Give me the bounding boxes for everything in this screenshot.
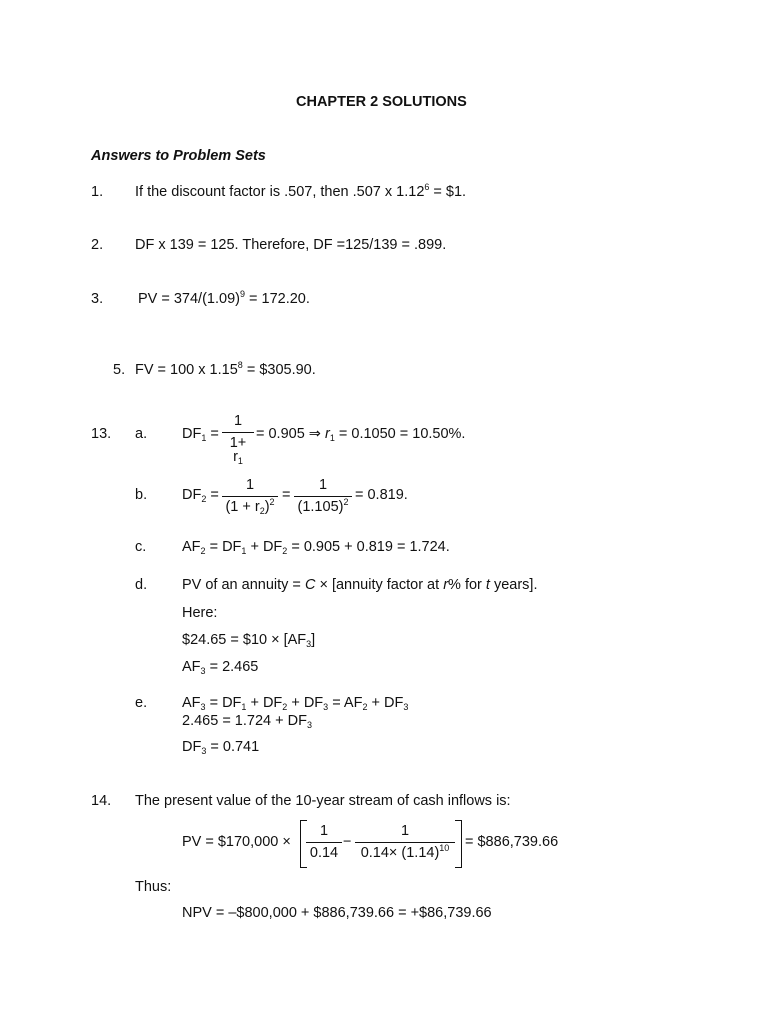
npv-equation: NPV = –$800,000 + $886,739.66 = +$86,739.66 xyxy=(182,905,492,921)
subscript: 2 xyxy=(259,505,265,516)
problem-1-text xyxy=(135,182,467,200)
exponent: 10 xyxy=(439,842,450,853)
pv-lhs: PV = $170,000 × xyxy=(182,834,291,850)
subscript: 2 xyxy=(282,546,288,556)
problem-2-text: DF x 139 = 125. Therefore, DF =125/139 = .899. xyxy=(135,237,447,253)
subscript: 3 xyxy=(200,702,206,712)
text-part: 2.465 = 1.724 + DF xyxy=(182,713,307,729)
page-title: CHAPTER 2 SOLUTIONS xyxy=(296,94,467,110)
text-part: + DF xyxy=(246,695,283,711)
text-part: PV of an annuity = xyxy=(182,577,305,593)
equation-13e-1 xyxy=(182,696,408,711)
part-label: e. xyxy=(135,695,148,711)
annuity-definition xyxy=(182,578,537,593)
problem-number: 2. xyxy=(91,237,104,253)
part-label: c. xyxy=(135,539,147,555)
text-part: = xyxy=(206,426,219,442)
text-part: × [annuity factor at xyxy=(315,577,444,593)
fraction-numerator: 1 xyxy=(245,477,255,493)
text-part: = $1. xyxy=(429,184,467,200)
subscript: 3 xyxy=(200,666,206,676)
text-part: = 0.1050 = 10.50%. xyxy=(334,426,466,442)
thus-label: Thus: xyxy=(135,879,172,895)
text-part: r xyxy=(443,577,449,593)
fraction-14-1 xyxy=(306,824,342,860)
text-part: = 172.20. xyxy=(244,291,310,307)
fraction-numerator: 1 xyxy=(233,413,243,429)
part-label: d. xyxy=(135,577,148,593)
here-label: Here: xyxy=(182,605,218,621)
text-part: 1+ r xyxy=(229,434,247,465)
equation-13e-3 xyxy=(182,740,259,755)
text-part: DF xyxy=(182,739,202,755)
subscript: 3 xyxy=(403,702,409,712)
result-13b: = 0.819. xyxy=(355,487,408,503)
text-part: ] xyxy=(311,632,316,648)
subscript: 3 xyxy=(323,702,329,712)
text-part: AF xyxy=(182,659,201,675)
problem-number: 3. xyxy=(91,291,104,307)
subscript: 3 xyxy=(306,720,312,730)
exponent: 8 xyxy=(237,360,243,370)
text-part: = xyxy=(206,487,219,503)
subscript: 1 xyxy=(237,456,243,466)
text-part: % for xyxy=(448,577,486,593)
subscript: 3 xyxy=(306,639,312,649)
problem-number: 5. xyxy=(113,362,126,378)
equation-13d-2 xyxy=(182,660,258,675)
pv-result: = $886,739.66 xyxy=(465,834,559,850)
fraction-13a xyxy=(222,414,254,465)
text-part: AF xyxy=(182,695,201,711)
problem-number: 1. xyxy=(91,184,104,200)
text-part: = 0.905 + 0.819 = 1.724. xyxy=(287,539,450,555)
part-label: a. xyxy=(135,426,148,442)
text-part: + DF xyxy=(246,539,283,555)
problem-14-intro: The present value of the 10-year stream of cash inflows is: xyxy=(135,793,511,809)
subscript: 3 xyxy=(201,746,207,756)
text-part: PV = 374/(1.09) xyxy=(138,291,240,307)
fraction-denominator xyxy=(222,496,278,515)
equals-sign: = xyxy=(282,487,291,503)
exponent: 2 xyxy=(343,496,349,507)
fraction-13b-1 xyxy=(222,478,278,514)
text-part: AF xyxy=(182,539,201,555)
text-part: C xyxy=(304,577,316,593)
text-part: = DF xyxy=(205,539,242,555)
text-part: + DF xyxy=(367,695,404,711)
text-part: FV = 100 x 1.15 xyxy=(135,362,238,378)
subscript: 1 xyxy=(329,433,335,443)
text-part: (1.105) xyxy=(297,498,344,515)
text-part: DF xyxy=(182,426,202,442)
equation-13c xyxy=(182,540,450,555)
fraction-numerator: 1 xyxy=(318,477,328,493)
subscript: 2 xyxy=(282,702,288,712)
exponent: 6 xyxy=(424,182,430,192)
text-part: = 0.905 ⇒ xyxy=(256,426,325,442)
right-bracket xyxy=(455,820,462,868)
subscript: 2 xyxy=(362,702,368,712)
exponent: 9 xyxy=(239,289,245,299)
text-part: = 0.741 xyxy=(206,739,260,755)
text-part: $24.65 = $10 × [AF xyxy=(182,632,307,648)
part-label: b. xyxy=(135,487,148,503)
problem-number: 14. xyxy=(91,793,112,809)
equation-13e-2 xyxy=(182,714,312,729)
text-part: = $305.90. xyxy=(242,362,316,378)
subscript: 2 xyxy=(200,546,206,556)
subscript: 2 xyxy=(201,494,207,504)
text-part: DF xyxy=(182,487,202,503)
text-part: ) xyxy=(264,498,270,515)
text-part: t xyxy=(485,577,490,593)
text-part: = AF xyxy=(328,695,363,711)
problem-3-text xyxy=(138,289,310,307)
df1-label xyxy=(182,427,219,442)
text-part: years]. xyxy=(489,577,538,593)
df2-label xyxy=(182,488,219,503)
fraction-numerator: 1 xyxy=(319,823,329,839)
equation-13d-1 xyxy=(182,633,315,648)
fraction-13b-2 xyxy=(294,478,352,514)
text-part: 0.14× (1.14) xyxy=(360,844,440,861)
text-part: + DF xyxy=(287,695,324,711)
subscript: 1 xyxy=(241,702,247,712)
fraction-denominator xyxy=(294,496,352,515)
fraction-numerator: 1 xyxy=(400,823,410,839)
fraction-denominator xyxy=(355,842,455,861)
fraction-14-2 xyxy=(355,824,455,860)
subscript: 1 xyxy=(201,433,207,443)
minus-sign: − xyxy=(343,834,352,850)
subscript: 1 xyxy=(241,546,247,556)
text-part: r xyxy=(325,426,330,442)
section-subtitle: Answers to Problem Sets xyxy=(91,148,266,164)
problem-5-text xyxy=(135,360,316,378)
fraction-denominator xyxy=(222,432,254,465)
text-part: If the discount factor is .507, then .507 x 1.12 xyxy=(135,184,425,200)
text-part: (1 + r xyxy=(225,498,260,515)
problem-number: 13. xyxy=(91,426,112,442)
fraction-denominator: 0.14 xyxy=(306,842,342,861)
text-part: = 2.465 xyxy=(205,659,259,675)
text-part: = DF xyxy=(205,695,242,711)
exponent: 2 xyxy=(269,496,275,507)
result-13a xyxy=(256,427,465,442)
